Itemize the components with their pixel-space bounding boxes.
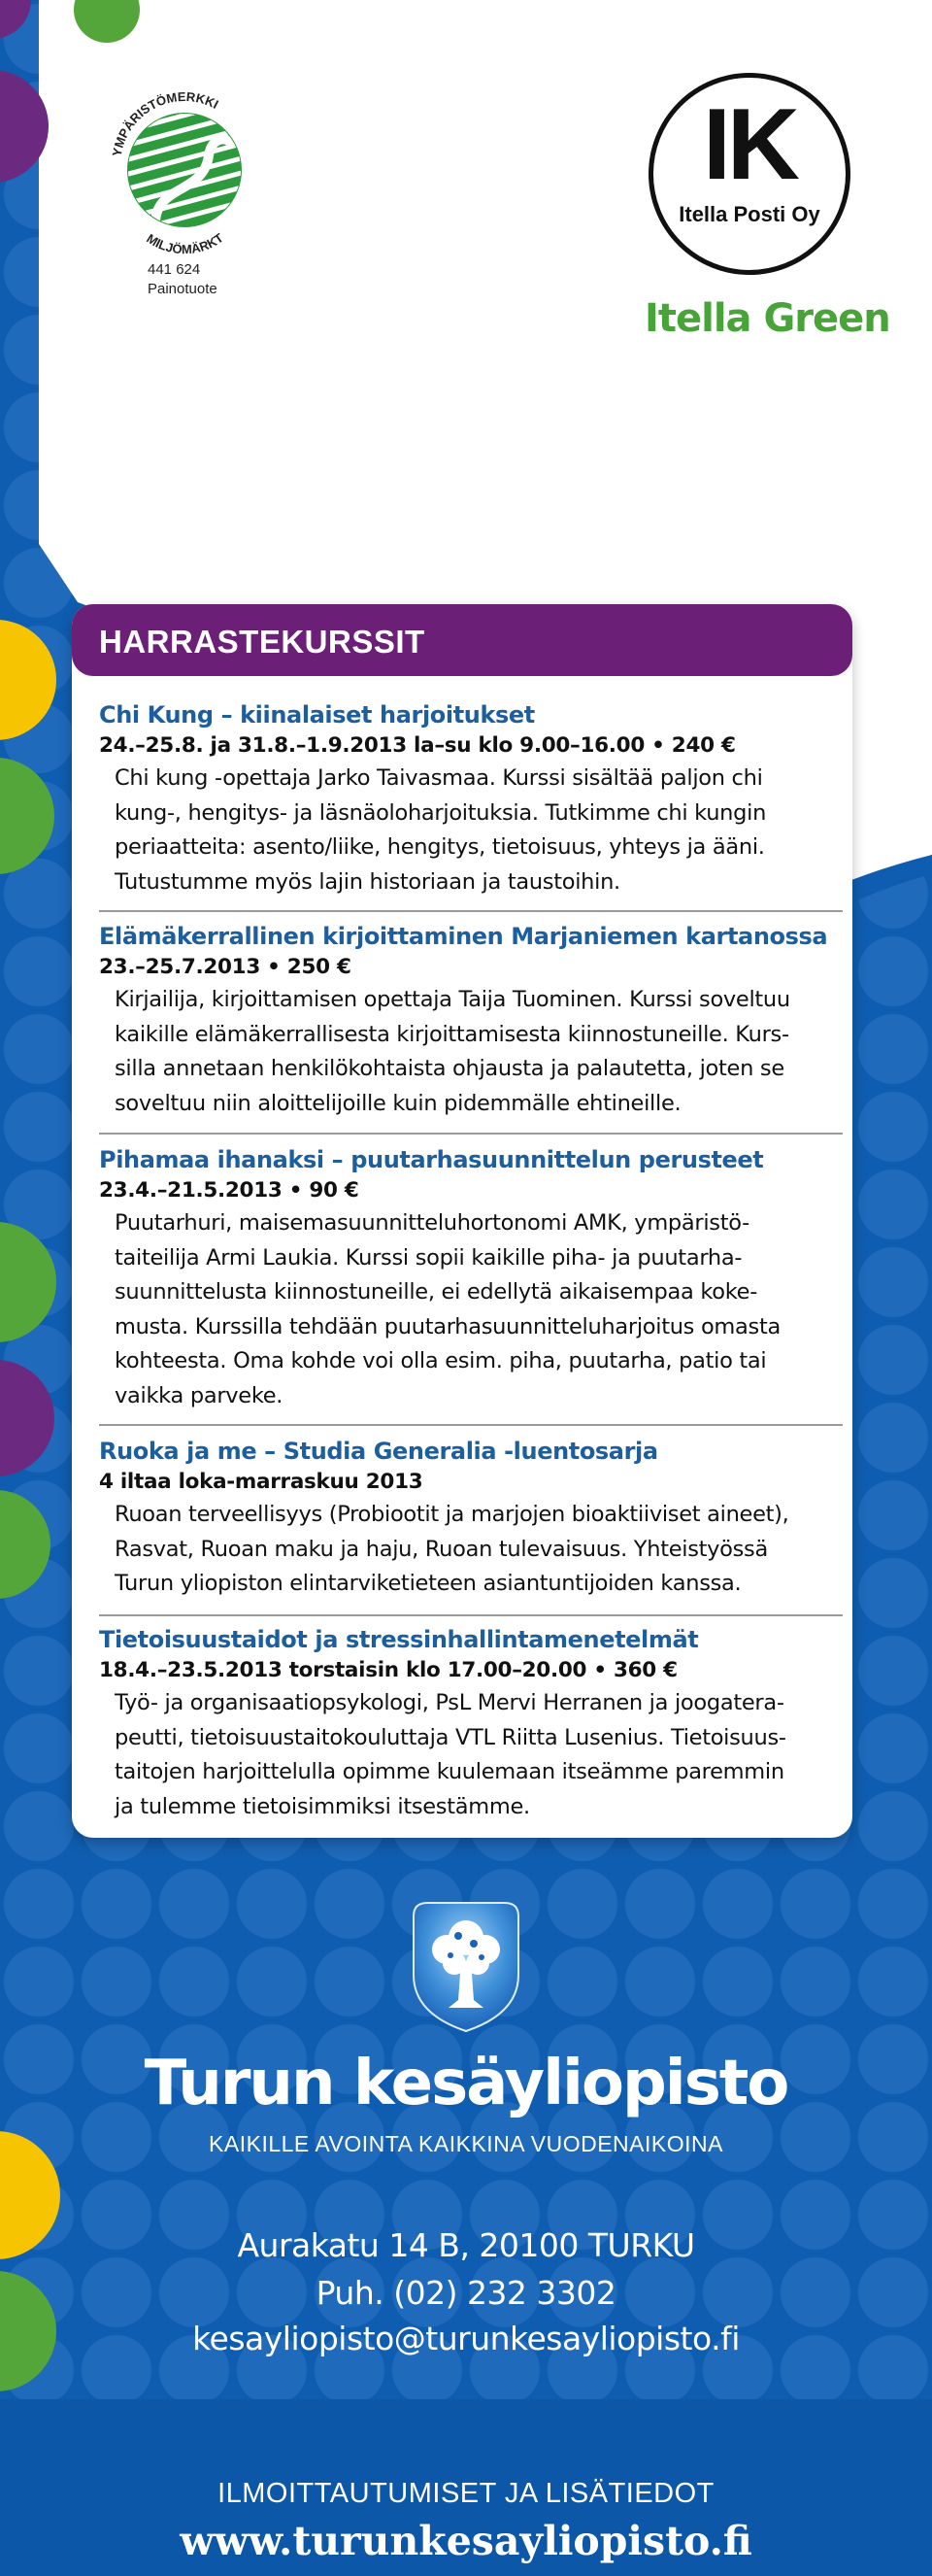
course-divider [99,1133,843,1135]
description-line: taitojen harjoittelulla opimme kuulemaan itseämme paremmin [115,1759,784,1784]
description-line: musta. Kurssilla tehdään puutarhasuunnitteluharjoitus omasta [115,1313,781,1339]
organization-name: Turun kesäyliopisto [144,2048,788,2119]
description-line: soveltuu niin aloittelijoille kuin pidemmälle ehtineille. [115,1090,682,1116]
description-line: ja tulemme tietoisimmiksi itsestämme. [115,1793,530,1819]
course-item [99,1436,843,1602]
description-line: silla annetaan henkilökohtaista ohjausta ja palautetta, joten se [115,1056,784,1081]
ecolabel-license [148,260,217,299]
course-divider [99,1424,843,1426]
description-line: periaatteita: asento/liike, hengitys, tietoisuus, yhteys ja ääni. [115,834,765,860]
course-item [99,921,843,1121]
course-description [115,762,835,899]
course-title: Tietoisuustaidot ja stressinhallintamenetelmät [99,1626,699,1653]
itella-company-name: Itella Posti Oy [679,202,820,226]
course-title: Elämäkerrallinen kirjoittaminen Marjaniemen kartanossa [99,923,828,950]
course-title: Chi Kung – kiinalaiset harjoitukset [99,701,535,729]
organization-slogan: KAIKILLE AVOINTA KAIKKINA VUODENAIKOINA [209,2131,723,2156]
description-line: Kirjailija, kirjoittamisen opettaja Taija Tuominen. Kurssi soveltuu [115,987,790,1012]
description-line: taiteilija Armi Laukia. Kurssi sopii kaikille piha- ja puutarha- [115,1244,743,1271]
course-description [115,1206,835,1413]
description-line: Rasvat, Ruoan maku ja haju, Ruoan tulevaisuus. Yhteistyössä [115,1536,768,1562]
course-details: 24.–25.8. ja 31.8.–1.9.2013 la–su klo 9.00–16.00 • 240 € [99,733,736,758]
svg-text:MILJÖMÄRKT: MILJÖMÄRKT [144,230,226,257]
description-line: vaikka parveke. [115,1382,283,1408]
registration-label: ILMOITTAUTUMISET JA LISÄTIEDOT [217,2478,715,2509]
description-line: Tutustumme myös lajin historiaan ja taustoihin. [115,868,620,895]
description-line: kohteesta. Oma kohde voi olla esim. piha, puutarha, patio tai [115,1348,767,1373]
phone-number: Puh. (02) 232 3302 [316,2274,616,2312]
course-description [115,983,835,1121]
description-line: Puutarhuri, maisemasuunnitteluhortonomi AMK, ympäristö- [115,1210,749,1236]
course-description [115,1686,835,1824]
course-details: 23.–25.7.2013 • 250 € [99,955,351,979]
course-item [99,1144,843,1413]
itella-ik-logo [649,73,850,275]
course-item [99,1624,843,1824]
course-details: 18.4.–23.5.2013 torstaisin klo 17.00–20.00 • 360 € [99,1658,678,1682]
course-card [72,604,852,1838]
course-details: 4 iltaa loka-marraskuu 2013 [99,1470,423,1494]
description-line: Työ- ja organisaatiopsykologi, PsL Mervi Herranen ja joogatera- [115,1690,784,1715]
course-title: Ruoka ja me – Studia Generalia -luentosarja [99,1438,658,1465]
course-details: 23.4.–21.5.2013 • 90 € [99,1178,359,1203]
description-line: Chi kung -opettaja Jarko Taivasmaa. Kurssi sisältää paljon chi [115,765,763,791]
course-description [115,1498,835,1602]
website-link[interactable]: www.turunkesayliopisto.fi [180,2518,752,2564]
course-title: Pihamaa ihanaksi – puutarhasuunnittelun perusteet [99,1146,764,1173]
section-header [72,604,852,676]
section-heading: HARRASTEKURSSIT [99,624,425,660]
course-item [99,699,843,899]
description-line: Turun yliopiston elintarviketieteen asiantuntijoiden kanssa. [115,1571,742,1596]
description-line: suunnittelusta kiinnostuneille, ei edellytä aikaisempaa koke- [115,1279,758,1305]
itella-green-label: Itella Green [645,296,890,341]
course-divider [99,910,843,912]
tree-emblem-icon [410,1899,522,2035]
ecolabel-product-type: Painotuote [148,281,217,297]
ik-letters: IK [703,88,796,201]
email-link[interactable]: kesayliopisto@turunkesayliopisto.fi [192,2320,740,2357]
address: Aurakatu 14 B, 20100 TURKU [237,2226,695,2264]
course-divider [99,1614,843,1616]
description-line: peutti, tietoisuustaitokouluttaja VTL Riitta Lusenius. Tietoisuus- [115,1724,786,1750]
ecolabel-license-number: 441 624 [148,261,201,278]
svg-text:YMPÄRISTÖMERKKI: YMPÄRISTÖMERKKI [109,88,221,158]
description-line: kaikille elämäkerrallisesta kirjoittamisesta kiinnostuneille. Kurs- [115,1021,789,1047]
swan-ecolabel-logo [97,78,272,262]
description-line: kung-, hengitys- ja läsnäoloharjoituksia. Tutkimme chi kungin [115,799,767,826]
description-line: Ruoan terveellisyys (Probiootit ja marjojen bioaktiiviset aineet), [115,1502,789,1527]
